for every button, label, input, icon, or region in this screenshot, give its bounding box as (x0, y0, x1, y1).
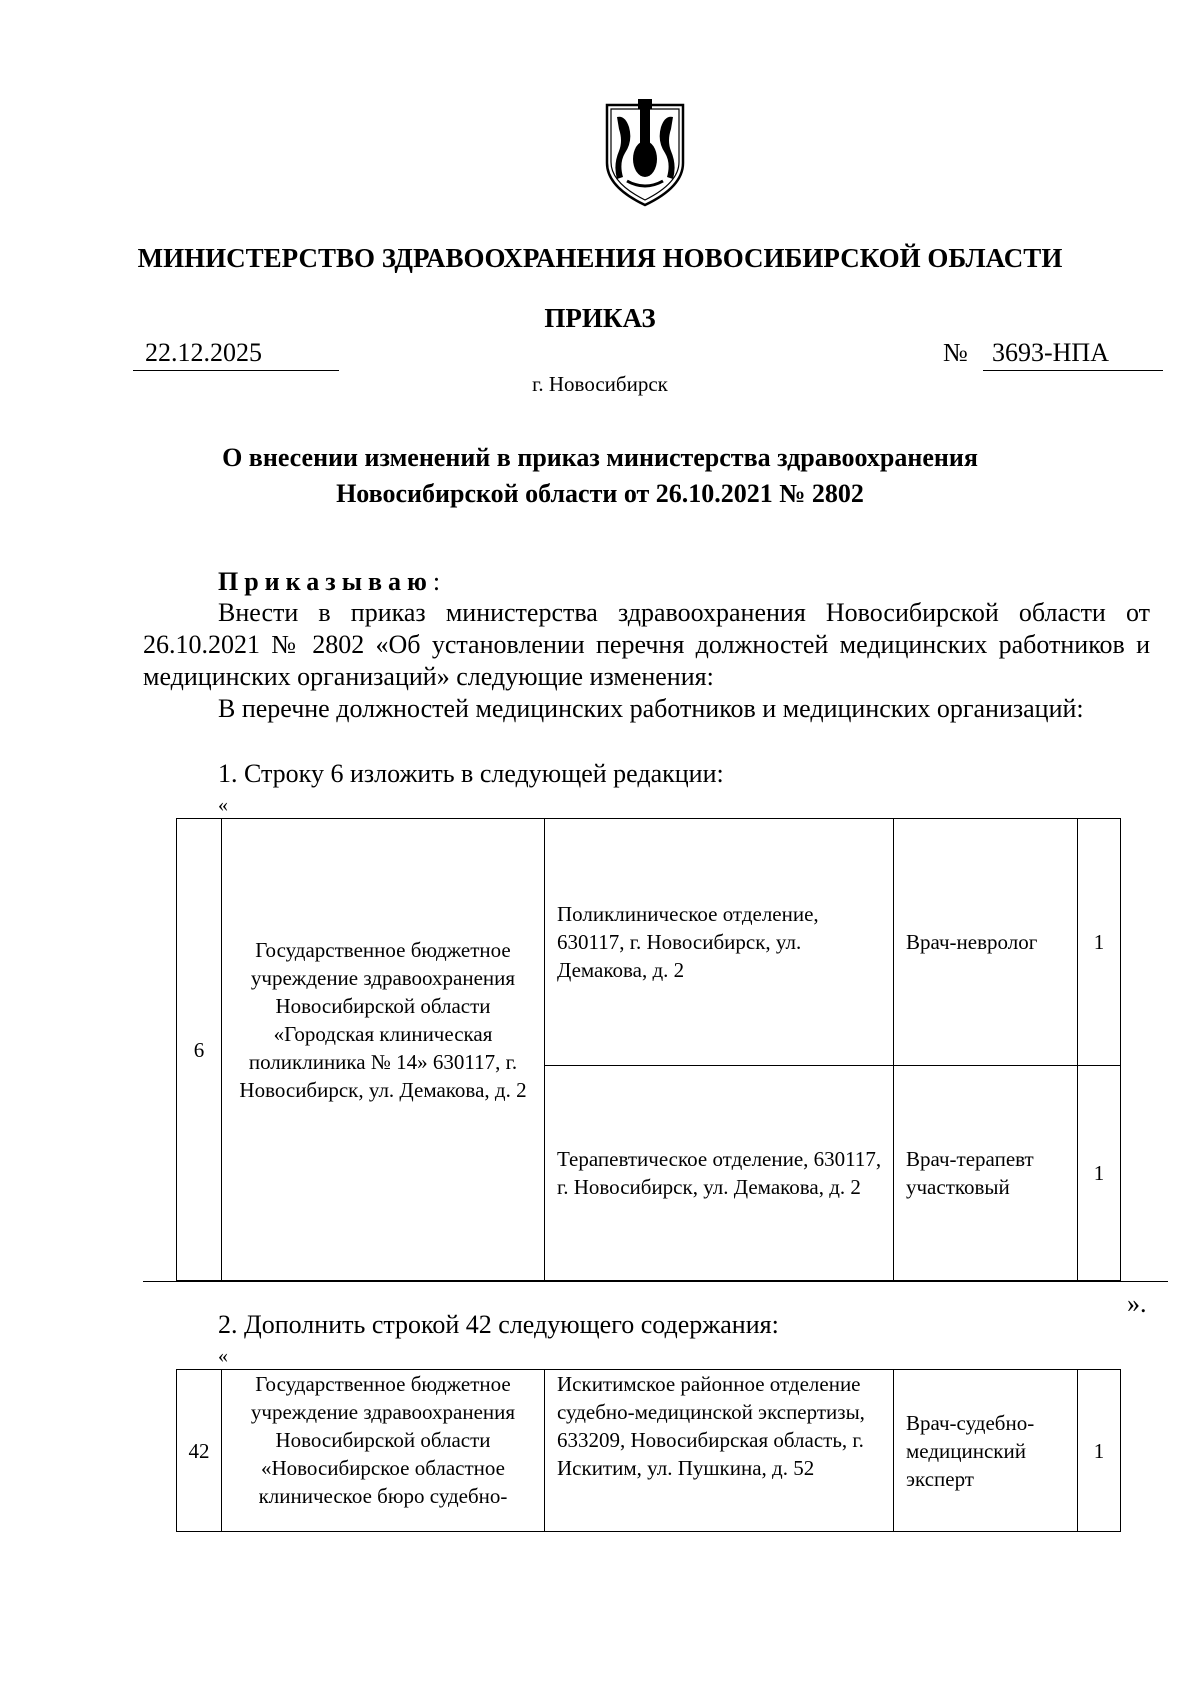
new-row-table (176, 1369, 1121, 1532)
order-subject (0, 440, 1200, 512)
number-underline (983, 370, 1163, 371)
division-cell: Искитимское районное отделение судебно-медицинской экспертизы, 633209, Новосибирская область, г. Искитим, ул. Пушкина, д. 52 (545, 1370, 894, 1532)
amended-row-table (176, 818, 1121, 1281)
position-cell: Врач-терапевт участковый (894, 1066, 1078, 1281)
document-type: ПРИКАЗ (544, 303, 656, 333)
order-date: 22.12.2025 (145, 338, 262, 367)
item-2: 2. Дополнить строкой 42 следующего содержания: (218, 1310, 779, 1339)
division-cell: Поликлиническое отделение, 630117, г. Новосибирск, ул. Демакова, д. 2 (545, 819, 894, 1066)
paragraph-2: В перечне должностей медицинских работников и медицинских организаций: (218, 694, 1084, 723)
count-cell: 1 (1078, 819, 1121, 1066)
body-paragraphs (143, 597, 1150, 725)
decree-colon: : (432, 567, 441, 596)
subject-line-1: О внесении изменений в приказ министерства здравоохранения (222, 443, 978, 472)
position-cell: Врач-судебно-медицинский эксперт (894, 1370, 1078, 1532)
city: г. Новосибирск (532, 372, 668, 396)
subject-line-2: Новосибирской области от 26.10.2021 № 2802 (336, 479, 864, 508)
position-cell: Врач-невролог (894, 819, 1078, 1066)
row-number: 6 (177, 819, 222, 1281)
coat-of-arms-icon (603, 97, 687, 209)
number-sign: № (943, 338, 968, 367)
open-quote-1: « (218, 794, 228, 816)
organization-cell: Государственное бюджетное учреждение здравоохранения Новосибирской области «Городская клиническая поликлиника № 14» 630117, г. Новосибирск, ул. Демакова, д. 2 (222, 819, 545, 1281)
item-1: 1. Строку 6 изложить в следующей редакции: (218, 759, 724, 788)
order-number: 3693-НПА (992, 338, 1109, 367)
row-number: 42 (177, 1370, 222, 1532)
date-underline (133, 370, 339, 371)
open-quote-2: « (218, 1345, 228, 1367)
ministry-name: МИНИСТЕРСТВО ЗДРАВООХРАНЕНИЯ НОВОСИБИРСКОЙ ОБЛАСТИ (137, 243, 1063, 273)
paragraph-1: Внести в приказ министерства здравоохранения Новосибирской области от 26.10.2021 № 2802 «Об установлении перечня должностей медицинских работников и медицинских организаций» следующие изменения: (143, 598, 1150, 691)
count-cell: 1 (1078, 1370, 1121, 1532)
division-cell: Терапевтическое отделение, 630117, г. Новосибирск, ул. Демакова, д. 2 (545, 1066, 894, 1281)
organization-cell: Государственное бюджетное учреждение здравоохранения Новосибирской области «Новосибирское областное клиническое бюро судебно- (222, 1370, 545, 1532)
table-bottom-rule (143, 1281, 1168, 1282)
decree-heading (218, 567, 440, 597)
decree-word: Приказываю (218, 567, 433, 596)
close-quote: ». (1127, 1289, 1147, 1318)
count-cell: 1 (1078, 1066, 1121, 1281)
